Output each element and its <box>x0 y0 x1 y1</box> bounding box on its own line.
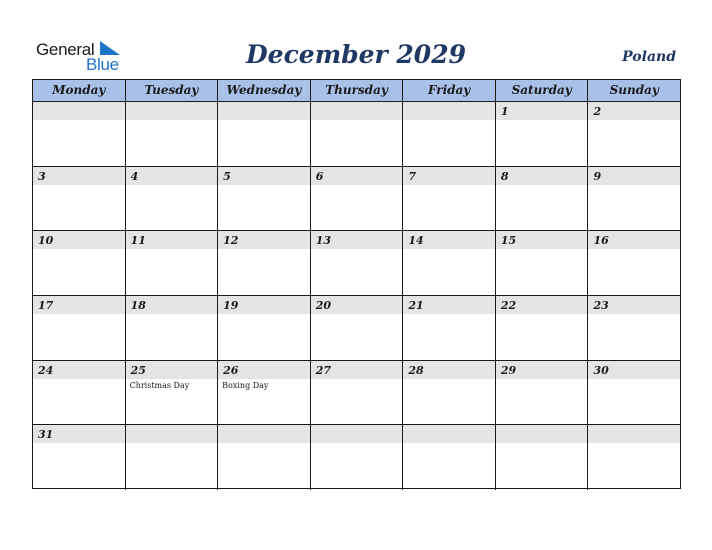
day-cell <box>403 231 496 295</box>
logo-word-general: General <box>36 40 95 59</box>
holiday-label: Christmas Day <box>129 380 190 390</box>
day-cell <box>403 361 496 425</box>
holiday-label: Boxing Day <box>222 380 269 390</box>
day-number: 3 <box>33 167 125 185</box>
day-number: 11 <box>126 231 218 249</box>
day-number <box>218 425 310 443</box>
week-row <box>33 167 680 232</box>
weekday-header: Monday <box>33 80 126 101</box>
day-number <box>311 425 403 443</box>
day-number: 12 <box>218 231 310 249</box>
weeks-container <box>33 102 680 490</box>
day-cell <box>311 296 404 360</box>
day-number: 1 <box>496 102 588 120</box>
day-number: 6 <box>311 167 403 185</box>
day-cell <box>496 102 589 166</box>
day-cell <box>311 102 404 166</box>
day-number: 13 <box>311 231 403 249</box>
weekday-header: Friday <box>403 80 496 101</box>
week-row <box>33 361 680 426</box>
weekday-header: Tuesday <box>126 80 219 101</box>
day-number: 29 <box>496 361 588 379</box>
day-number: 24 <box>33 361 125 379</box>
day-number: 4 <box>126 167 218 185</box>
day-number: 7 <box>403 167 495 185</box>
country-label: Poland <box>622 49 676 65</box>
day-cell <box>496 425 589 490</box>
day-number <box>403 425 495 443</box>
day-cell <box>33 425 126 490</box>
day-cell <box>403 425 496 490</box>
week-row <box>33 296 680 361</box>
day-cell <box>403 102 496 166</box>
day-cell <box>403 296 496 360</box>
day-cell <box>496 361 589 425</box>
day-cell <box>588 231 680 295</box>
day-number <box>33 102 125 120</box>
week-row <box>33 102 680 167</box>
day-number <box>496 425 588 443</box>
day-number: 21 <box>403 296 495 314</box>
weekday-header: Thursday <box>311 80 404 101</box>
day-cell <box>588 425 680 490</box>
weekday-header-row <box>33 80 680 102</box>
day-cell <box>311 231 404 295</box>
day-number: 22 <box>496 296 588 314</box>
day-cell <box>311 425 404 490</box>
day-cell <box>33 231 126 295</box>
page-title: December 2029 <box>245 40 466 69</box>
day-number: 19 <box>218 296 310 314</box>
day-cell <box>33 102 126 166</box>
day-cell <box>588 361 680 425</box>
week-row <box>33 231 680 296</box>
day-cell <box>588 296 680 360</box>
day-number: 18 <box>126 296 218 314</box>
day-number: 28 <box>403 361 495 379</box>
day-number: 10 <box>33 231 125 249</box>
day-number: 25 <box>126 361 218 379</box>
day-cell <box>33 361 126 425</box>
day-cell <box>218 231 311 295</box>
day-cell <box>126 296 219 360</box>
day-number <box>588 425 680 443</box>
day-cell <box>218 361 311 425</box>
day-number: 9 <box>588 167 680 185</box>
day-cell <box>588 102 680 166</box>
day-number: 2 <box>588 102 680 120</box>
day-number: 26 <box>218 361 310 379</box>
day-cell <box>496 296 589 360</box>
day-number: 14 <box>403 231 495 249</box>
day-number: 16 <box>588 231 680 249</box>
day-number: 8 <box>496 167 588 185</box>
day-number: 17 <box>33 296 125 314</box>
day-cell <box>33 296 126 360</box>
day-number: 15 <box>496 231 588 249</box>
day-number: 31 <box>33 425 125 443</box>
day-cell <box>126 361 219 425</box>
day-cell <box>126 425 219 490</box>
day-number <box>403 102 495 120</box>
day-cell <box>496 167 589 231</box>
day-cell <box>126 102 219 166</box>
weekday-header: Saturday <box>496 80 589 101</box>
weekday-header: Sunday <box>609 83 659 97</box>
day-cell <box>218 102 311 166</box>
day-cell <box>311 167 404 231</box>
logo-word-blue: Blue <box>86 55 119 74</box>
day-number: 27 <box>311 361 403 379</box>
day-number: 20 <box>311 296 403 314</box>
day-cell <box>218 425 311 490</box>
day-cell <box>496 231 589 295</box>
day-number <box>311 102 403 120</box>
day-cell <box>126 167 219 231</box>
weekday-header: Wednesday <box>218 80 311 101</box>
day-cell <box>588 167 680 231</box>
day-cell <box>218 167 311 231</box>
day-number <box>126 102 218 120</box>
calendar-grid <box>32 79 681 489</box>
day-number: 5 <box>218 167 310 185</box>
day-number: 30 <box>588 361 680 379</box>
logo <box>36 38 136 74</box>
week-row <box>33 425 680 490</box>
day-number: 23 <box>588 296 680 314</box>
day-number <box>126 425 218 443</box>
day-cell <box>33 167 126 231</box>
day-cell <box>311 361 404 425</box>
day-cell <box>403 167 496 231</box>
day-cell <box>126 231 219 295</box>
day-number <box>218 102 310 120</box>
day-cell <box>218 296 311 360</box>
